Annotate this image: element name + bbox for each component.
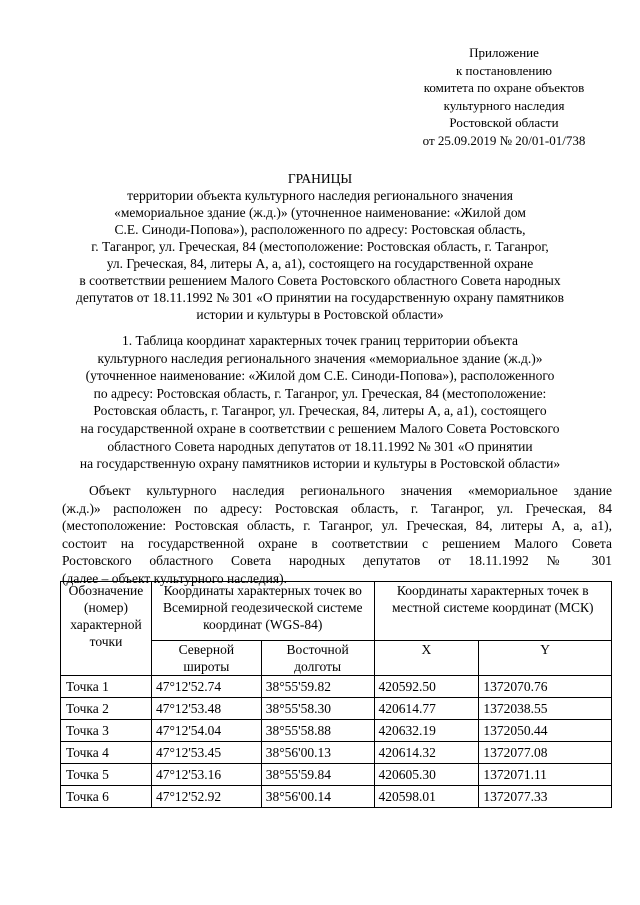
table-row xyxy=(61,698,612,720)
paragraph-line: (ж.д.)» расположен по адресу: Ростовская область, г. Таганрог, ул. Греческая, 84 xyxy=(62,500,612,516)
title-line: истории и культуры в Ростовской области» xyxy=(196,307,444,322)
paragraph-line: Ростовского областного Совета народных депутатов от 18.11.1992 № 301 xyxy=(62,553,612,569)
point-x: 420614.77 xyxy=(374,698,479,720)
appendix-line: Ростовской области xyxy=(449,115,559,131)
paragraph-line: Объект культурного наследия регионального значения «мемориальное здание xyxy=(89,483,612,498)
point-x: 420598.01 xyxy=(374,786,479,808)
table-header-row xyxy=(61,582,612,641)
section-line: Ростовская область, г. Таганрог, ул. Греческая, 84, литеры А, а, а1), состоящего xyxy=(93,403,547,419)
point-lon: 38°55'59.84 xyxy=(261,764,374,786)
point-lat: 47°12'52.74 xyxy=(151,676,261,698)
document-title xyxy=(0,170,640,323)
header-y: Y xyxy=(479,641,612,676)
point-name: Точка 3 xyxy=(61,720,152,742)
point-lat: 47°12'54.04 xyxy=(151,720,261,742)
point-lat: 47°12'53.16 xyxy=(151,764,261,786)
body-paragraph xyxy=(62,482,612,588)
point-x: 420632.19 xyxy=(374,720,479,742)
section-heading xyxy=(0,332,640,473)
section-line: на государственную охрану памятников истории и культуры в Ростовской области» xyxy=(79,456,561,472)
header-msk: Координаты характерных точек в местной системе координат (МСК) xyxy=(374,582,611,641)
title-line: в соответствии решением Малого Совета Ростовского областного Совета народных xyxy=(79,273,561,288)
header-east: Восточной долготы xyxy=(261,641,374,676)
point-lon: 38°55'59.82 xyxy=(261,676,374,698)
point-name: Точка 5 xyxy=(61,764,152,786)
table-row xyxy=(61,786,612,808)
appendix-line: к постановлению xyxy=(455,62,553,78)
appendix-line: комитета по охране объектов xyxy=(423,80,585,96)
header-wgs: Координаты характерных точек во Всемирной геодезической системе координат (WGS-84) xyxy=(151,582,374,641)
point-lon: 38°55'58.88 xyxy=(261,720,374,742)
point-y: 1372077.33 xyxy=(479,786,612,808)
paragraph-line: (местоположение: Ростовская область, г. Таганрог, ул. Греческая, 84, литеры А, а, а1), xyxy=(62,518,612,534)
point-y: 1372050.44 xyxy=(479,720,612,742)
title-line: территории объекта культурного наследия регионального значения xyxy=(127,188,513,203)
point-y: 1372070.76 xyxy=(479,676,612,698)
title-heading: ГРАНИЦЫ xyxy=(287,171,353,186)
table-row xyxy=(61,676,612,698)
point-lat: 47°12'53.45 xyxy=(151,742,261,764)
appendix-line: Приложение xyxy=(469,45,539,60)
paragraph-line: (далее – объект культурного наследия). xyxy=(62,570,287,586)
header-x: X xyxy=(374,641,479,676)
point-lat: 47°12'53.48 xyxy=(151,698,261,720)
point-lat: 47°12'52.92 xyxy=(151,786,261,808)
header-point: Обозначение (номер) характерной точки xyxy=(61,582,152,676)
point-x: 420614.32 xyxy=(374,742,479,764)
title-line: депутатов от 18.11.1992 № 301 «О принятии на государственную охрану памятников xyxy=(76,290,564,305)
point-lon: 38°56'00.14 xyxy=(261,786,374,808)
header-north: Северной широты xyxy=(151,641,261,676)
section-line: культурного наследия регионального значения «мемориальное здание (ж.д.)» xyxy=(97,350,543,366)
table-row xyxy=(61,764,612,786)
table-row xyxy=(61,720,612,742)
point-y: 1372071.11 xyxy=(479,764,612,786)
section-line: на государственной охране в соответствии с решением Малого Совета Ростовского xyxy=(80,420,560,436)
appendix-line: от 25.09.2019 № 20/01-01/738 xyxy=(422,132,586,148)
point-y: 1372077.08 xyxy=(479,742,612,764)
point-x: 420605.30 xyxy=(374,764,479,786)
table-row xyxy=(61,742,612,764)
title-line: «мемориальное здание (ж.д.)» (уточненное наименование: «Жилой дом xyxy=(114,205,526,220)
point-lon: 38°56'00.13 xyxy=(261,742,374,764)
point-name: Точка 6 xyxy=(61,786,152,808)
point-x: 420592.50 xyxy=(374,676,479,698)
section-line: (уточненное наименование: «Жилой дом С.Е. Синоди-Попова»), расположенного xyxy=(85,368,555,384)
appendix-line: культурного наследия xyxy=(443,97,565,113)
point-name: Точка 4 xyxy=(61,742,152,764)
point-name: Точка 2 xyxy=(61,698,152,720)
title-line: ул. Греческая, 84, литеры А, а, а1), состоящего на государственной охране xyxy=(106,256,534,271)
section-line: 1. Таблица координат характерных точек границ территории объекта xyxy=(122,333,518,348)
coordinates-table xyxy=(60,581,612,808)
point-lon: 38°55'58.30 xyxy=(261,698,374,720)
appendix-block xyxy=(380,44,628,150)
section-line: областного Совета народных депутатов от 18.11.1992 № 301 «О принятии xyxy=(107,438,533,454)
section-line: по адресу: Ростовская область, г. Таганрог, ул. Греческая, 84 (местоположение: xyxy=(93,385,547,401)
point-name: Точка 1 xyxy=(61,676,152,698)
paragraph-line: состоит на государственной охране в соответствии с решением Малого Совета xyxy=(62,535,612,551)
title-line: С.Е. Синоди-Попова»), расположенного по адресу: Ростовская область, xyxy=(114,222,526,237)
point-y: 1372038.55 xyxy=(479,698,612,720)
title-line: г. Таганрог, ул. Греческая, 84 (местоположение: Ростовская область, г. Таганрог, xyxy=(91,239,549,254)
